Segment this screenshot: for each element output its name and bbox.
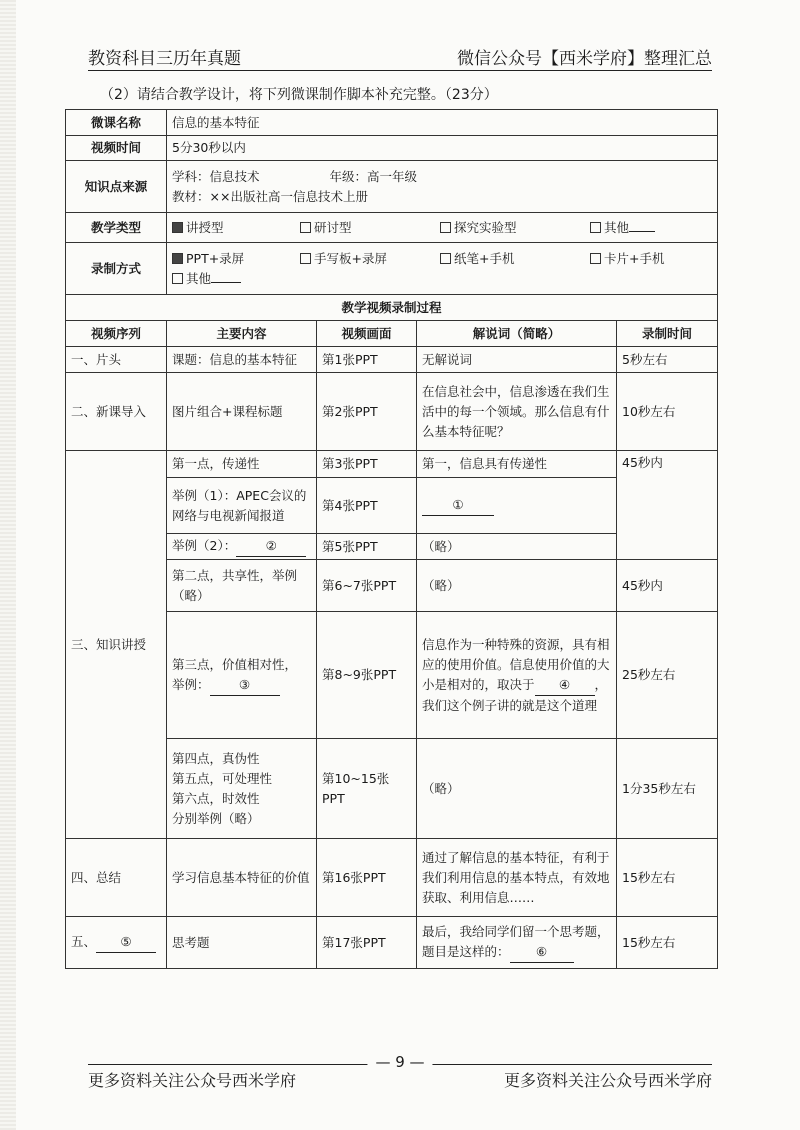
table-row xyxy=(66,373,718,451)
record-option-ppt[interactable]: PPT+录屏 xyxy=(172,249,300,269)
type-label: 教学类型 xyxy=(66,213,167,243)
fill-blank-3[interactable]: ③ xyxy=(210,675,280,696)
content-cell: 学习信息基本特征的价值 xyxy=(167,839,317,917)
source-value xyxy=(167,161,718,213)
name-label: 微课名称 xyxy=(66,110,167,136)
content-cell: 第一点，传递性 xyxy=(167,451,317,478)
screen-cell: 第8~9张PPT xyxy=(317,612,417,739)
narration-cell: （略） xyxy=(417,739,617,839)
header-seq: 视频序列 xyxy=(66,321,167,347)
source-grade: 年级：高一年级 xyxy=(329,168,418,184)
checkbox-icon xyxy=(300,222,311,233)
seq-cell: 二、新课导入 xyxy=(66,373,167,451)
narration-cell xyxy=(417,478,617,534)
record-option-paper[interactable]: 纸笔+手机 xyxy=(440,249,590,269)
time-cell: 45秒内 xyxy=(617,451,718,560)
screen-cell: 第17张PPT xyxy=(317,917,417,969)
time-cell: 15秒左右 xyxy=(617,839,718,917)
microcourse-script-table xyxy=(65,109,718,969)
narration-cell: 通过了解信息的基本特征，有利于我们利用信息的基本特点，有效地获取、利用信息…… xyxy=(417,839,617,917)
header-content: 主要内容 xyxy=(167,321,317,347)
narration-cell: （略） xyxy=(417,560,617,612)
content-cell: 第二点，共享性，举例（略） xyxy=(167,560,317,612)
time-cell: 10秒左右 xyxy=(617,373,718,451)
checkbox-icon xyxy=(172,273,183,284)
time-cell: 25秒左右 xyxy=(617,612,718,739)
question-text: （2）请结合教学设计，将下列微课制作脚本补充完整。（23分） xyxy=(100,87,498,103)
type-options xyxy=(167,213,718,243)
time-value: 5分30秒以内 xyxy=(167,136,718,161)
narration-cell: （略） xyxy=(417,534,617,560)
content-cell: 第三点，价值相对性， 举例： ③ xyxy=(167,612,317,739)
content-cell: 举例（2）： ② xyxy=(167,534,317,560)
fill-blank-4[interactable]: ④ xyxy=(535,675,595,696)
content-cell: 课题：信息的基本特征 xyxy=(167,347,317,373)
screen-cell: 第1张PPT xyxy=(317,347,417,373)
checkbox-checked-icon xyxy=(172,222,183,233)
row-section-title xyxy=(66,295,718,321)
content-cell: 图片组合+课程标题 xyxy=(167,373,317,451)
time-cell: 1分35秒左右 xyxy=(617,739,718,839)
seq-cell: 五、 ⑤ xyxy=(66,917,167,969)
record-label: 录制方式 xyxy=(66,243,167,295)
screen-cell: 第5张PPT xyxy=(317,534,417,560)
scan-edge xyxy=(0,0,16,1130)
narration-cell: 第一，信息具有传递性 xyxy=(417,451,617,478)
type-option-lecture[interactable]: 讲授型 xyxy=(172,218,300,238)
table-row xyxy=(66,347,718,373)
checkbox-checked-icon xyxy=(172,253,183,264)
screen-cell: 第6~7张PPT xyxy=(317,560,417,612)
header-narration: 解说词（简略） xyxy=(417,321,617,347)
fill-blank-6[interactable]: ⑥ xyxy=(510,942,574,963)
seq-cell: 三、知识讲授 xyxy=(66,451,167,839)
row-headers xyxy=(66,321,718,347)
source-label: 知识点来源 xyxy=(66,161,167,213)
source-textbook: 教材：××出版社高一信息技术上册 xyxy=(172,188,368,204)
screen-cell: 第10~15张PPT xyxy=(317,739,417,839)
fill-blank-5[interactable]: ⑤ xyxy=(96,932,156,953)
time-cell: 15秒左右 xyxy=(617,917,718,969)
checkbox-icon xyxy=(440,222,451,233)
screen-cell: 第4张PPT xyxy=(317,478,417,534)
type-option-inquiry[interactable]: 探究实验型 xyxy=(440,218,590,238)
footer-right: 更多资料关注公众号西米学府 xyxy=(503,1071,712,1090)
screen-cell: 第2张PPT xyxy=(317,373,417,451)
footer-left: 更多资料关注公众号西米学府 xyxy=(88,1071,297,1090)
source-subject: 学科：信息技术 xyxy=(172,168,260,184)
narration-cell: 在信息社会中，信息渗透在我们生活中的每一个领域。那么信息有什么基本特征呢？ xyxy=(417,373,617,451)
type-option-discussion[interactable]: 研讨型 xyxy=(300,218,440,238)
table-row xyxy=(66,839,718,917)
narration-cell: 信息作为一种特殊的资源，具有相应的使用价值。信息使用价值的大小是相对的，取决于 ④ ，我们这个例子讲的就是这个道理 xyxy=(417,612,617,739)
fill-blank-2[interactable]: ② xyxy=(236,536,306,557)
content-cell: 第四点，真伪性 第五点，可处理性 第六点，时效性 分别举例（略） xyxy=(167,739,317,839)
name-value: 信息的基本特征 xyxy=(167,110,718,136)
row-type xyxy=(66,213,718,243)
screen-cell: 第16张PPT xyxy=(317,839,417,917)
content-cell: 思考题 xyxy=(167,917,317,969)
page-number: — 9 — xyxy=(367,1053,432,1071)
type-option-other[interactable]: 其他 xyxy=(590,218,655,238)
page-header xyxy=(88,44,712,71)
section-title: 教学视频录制过程 xyxy=(66,295,718,321)
header-screen: 视频画面 xyxy=(317,321,417,347)
checkbox-icon xyxy=(440,253,451,264)
table-row xyxy=(66,917,718,969)
time-cell: 5秒左右 xyxy=(617,347,718,373)
seq-cell: 一、片头 xyxy=(66,347,167,373)
blank-line xyxy=(629,231,655,232)
record-option-other[interactable]: 其他 xyxy=(172,269,241,289)
time-cell: 45秒内 xyxy=(617,560,718,612)
row-record xyxy=(66,243,718,295)
row-time xyxy=(66,136,718,161)
seq-cell: 四、总结 xyxy=(66,839,167,917)
fill-blank-1[interactable]: ① xyxy=(422,495,494,516)
page-footer xyxy=(88,1053,712,1090)
time-label: 视频时间 xyxy=(66,136,167,161)
record-options xyxy=(167,243,718,295)
checkbox-icon xyxy=(590,222,601,233)
blank-line xyxy=(211,282,241,283)
header-right: 微信公众号【西米学府】整理汇总 xyxy=(457,49,712,69)
header-time: 录制时间 xyxy=(617,321,718,347)
screen-cell: 第3张PPT xyxy=(317,451,417,478)
table-row xyxy=(66,451,718,478)
narration-cell: 无解说词 xyxy=(417,347,617,373)
narration-cell: 最后，我给同学们留一个思考题，题目是这样的： ⑥ xyxy=(417,917,617,969)
row-name xyxy=(66,110,718,136)
checkbox-icon xyxy=(590,253,601,264)
record-option-card[interactable]: 卡片+手机 xyxy=(590,249,664,269)
checkbox-icon xyxy=(300,253,311,264)
content-cell: 举例（1）：APEC会议的网络与电视新闻报道 xyxy=(167,478,317,534)
row-source xyxy=(66,161,718,213)
record-option-tablet[interactable]: 手写板+录屏 xyxy=(300,249,440,269)
header-left: 教资科目三历年真题 xyxy=(88,49,241,69)
